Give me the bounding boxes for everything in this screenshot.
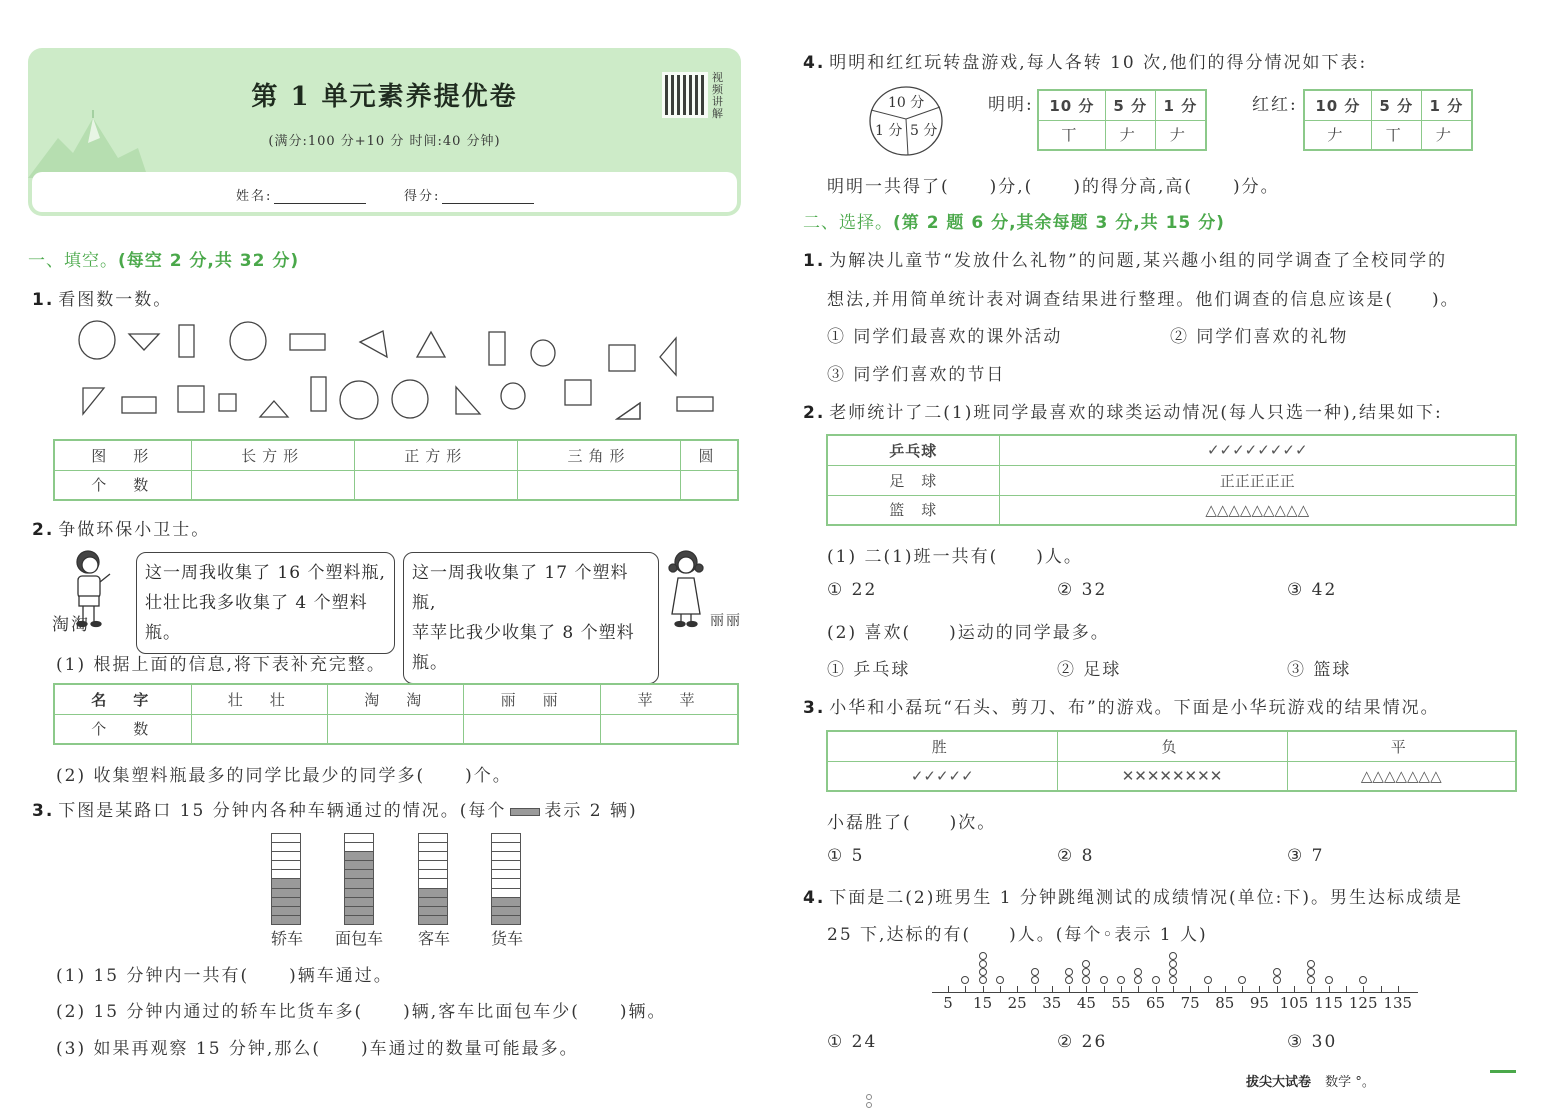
q2-col-pingping: 苹 苹 <box>600 684 738 714</box>
q2-row-header: 名 字 <box>54 684 191 714</box>
axis-tick <box>1104 986 1105 992</box>
axis-tick <box>1381 986 1382 992</box>
bar-unit-icon <box>510 808 540 816</box>
axis-tick <box>1294 986 1295 992</box>
q1-table <box>53 439 739 501</box>
axis-tick <box>1069 986 1070 992</box>
qr-code-icon[interactable] <box>662 72 708 118</box>
binding-dot <box>866 1102 872 1108</box>
axis-tick-label: 25 <box>1007 994 1027 1012</box>
data-dot <box>1082 976 1090 984</box>
c3-option-3[interactable]: ③ 7 <box>1287 846 1325 866</box>
section-2-title: 二、选择。(第 2 题 6 分,其余每题 3 分,共 15 分) <box>803 213 1225 233</box>
axis-tick-label: 85 <box>1215 994 1235 1012</box>
svg-text:1 分: 1 分 <box>875 123 903 139</box>
jump-rope-dot-plot <box>932 950 1418 1020</box>
spinner-figure <box>866 85 946 157</box>
q1-answer-cell[interactable] <box>191 470 354 500</box>
tally-marks: 正正正正正 <box>999 465 1516 495</box>
data-dot <box>979 976 987 984</box>
c4-option-3[interactable]: ③ 30 <box>1287 1032 1338 1052</box>
c2-sub2-option-1[interactable]: ① 乒乓球 <box>827 660 911 680</box>
axis-tick <box>1017 986 1018 992</box>
footer-brand: 拔尖大试卷 数学 °。 <box>1246 1075 1375 1090</box>
data-dot <box>1169 952 1177 960</box>
q2-answer-cell[interactable] <box>327 714 463 744</box>
axis-tick-label: 75 <box>1180 994 1200 1012</box>
q3-sub1: (1) 15 分钟内一共有( )辆车通过。 <box>56 966 393 986</box>
exam-title: 第 1 单元素养提优卷 <box>251 82 518 112</box>
q2-sub2: (2) 收集塑料瓶最多的同学比最少的同学多( )个。 <box>56 766 512 786</box>
q3-sub3: (3) 如果再观察 15 分钟,那么( )车通过的数量可能最多。 <box>56 1039 579 1059</box>
name-label: 姓名: <box>236 189 273 204</box>
c2-sub1: (1) 二(1)班一共有( )人。 <box>827 547 1083 567</box>
axis-tick <box>965 986 966 992</box>
data-dot <box>1238 976 1246 984</box>
data-dot <box>1204 976 1212 984</box>
axis-tick <box>1398 986 1399 992</box>
axis-tick-label: 5 <box>943 994 953 1012</box>
c3-prompt: 3. 小华和小磊玩“石头、剪刀、布”的游戏。下面是小华玩游戏的结果情况。 <box>803 698 1440 718</box>
axis-tick <box>1346 986 1347 992</box>
data-dot <box>1169 960 1177 968</box>
axis-tick-label: 95 <box>1249 994 1269 1012</box>
axis-tick-label: 45 <box>1076 994 1096 1012</box>
axis-tick-label: 35 <box>1042 994 1062 1012</box>
data-dot <box>1152 976 1160 984</box>
axis-tick <box>1121 986 1122 992</box>
c4-option-1[interactable]: ① 24 <box>827 1032 878 1052</box>
boy-name: 淘淘 <box>52 615 90 635</box>
q2-answer-cell[interactable] <box>464 714 600 744</box>
data-dot <box>1100 976 1108 984</box>
section-1-title: 一、填空。(每空 2 分,共 32 分) <box>28 251 300 271</box>
c2-sub2: (2) 喜欢( )运动的同学最多。 <box>827 623 1110 643</box>
axis-tick <box>1035 986 1036 992</box>
q1-row-header: 个 数 <box>54 470 191 500</box>
binding-dot <box>866 1094 872 1100</box>
axis-tick <box>1173 986 1174 992</box>
axis-tick-label: 55 <box>1111 994 1131 1012</box>
axis-tick <box>983 986 984 992</box>
axis-tick <box>1086 986 1087 992</box>
boy-speech-bubble: 这一周我收集了 16 个塑料瓶, 壮壮比我多收集了 4 个塑料瓶。 <box>136 552 395 654</box>
axis-tick <box>948 986 949 992</box>
axis-tick <box>1190 986 1191 992</box>
bar-car <box>271 833 301 925</box>
tally-marks: △△△△△△△ <box>1287 761 1516 791</box>
axis-tick <box>1000 986 1001 992</box>
data-dot <box>1082 960 1090 968</box>
vehicle-bar-chart <box>271 833 531 953</box>
exam-subtitle: (满分:100 分+10 分 时间:40 分钟) <box>268 134 501 149</box>
honghong-table: 10 分 5 分 1 分 𠂇 丅 𠂇 <box>1303 89 1473 151</box>
axis-tick <box>1259 986 1260 992</box>
q1-prompt: 1. 看图数一数。 <box>32 290 173 310</box>
data-dot <box>1307 976 1315 984</box>
axis-tick <box>1225 986 1226 992</box>
axis-tick-label: 135 <box>1383 994 1413 1012</box>
data-dot <box>1031 976 1039 984</box>
tally-cell: 𠂇 <box>1155 120 1206 150</box>
data-dot <box>1117 976 1125 984</box>
c1-option-1[interactable]: ① 同学们最喜欢的课外活动 <box>827 327 1063 347</box>
q1-answer-cell[interactable] <box>681 470 738 500</box>
data-dot <box>1325 976 1333 984</box>
tally-cell: 𠂇 <box>1421 120 1472 150</box>
axis-tick <box>1242 986 1243 992</box>
data-dot <box>996 976 1004 984</box>
data-dot <box>1065 976 1073 984</box>
data-dot <box>1273 968 1281 976</box>
c2-sub2-option-2[interactable]: ② 足球 <box>1057 660 1122 680</box>
axis-tick <box>1329 986 1330 992</box>
tally-cell: 𠂇 <box>1105 120 1155 150</box>
c2-sub1-option-1[interactable]: ① 22 <box>827 580 878 600</box>
bar-van <box>344 833 374 925</box>
axis-tick-label: 115 <box>1314 994 1343 1012</box>
c1-line2: 想法,并用简单统计表对调查结果进行整理。他们调查的信息应该是( )。 <box>827 290 1460 310</box>
q2-col-taotao: 淘 淘 <box>327 684 463 714</box>
q2-sub1: (1) 根据上面的信息,将下表补充完整。 <box>56 655 386 675</box>
name-field[interactable] <box>274 203 366 204</box>
q1-answer-cell[interactable] <box>517 470 680 500</box>
data-dot <box>979 952 987 960</box>
axis-tick <box>1311 986 1312 992</box>
axis-tick-label: 65 <box>1146 994 1166 1012</box>
axis-tick <box>1138 986 1139 992</box>
c1-option-3[interactable]: ③ 同学们喜欢的节日 <box>827 365 1006 385</box>
c3-option-2[interactable]: ② 8 <box>1057 846 1095 866</box>
q2-col-lili: 丽 丽 <box>464 684 600 714</box>
c4-option-2[interactable]: ② 26 <box>1057 1032 1108 1052</box>
honghong-label: 红红: <box>1252 95 1298 115</box>
svg-text:5 分: 5 分 <box>910 123 938 139</box>
axis-tick <box>1156 986 1157 992</box>
name-score-bar <box>32 172 737 212</box>
c2-sub1-option-2[interactable]: ② 32 <box>1057 580 1108 600</box>
tally-cell: 丅 <box>1371 120 1421 150</box>
q1-col-square: 正方形 <box>354 440 517 470</box>
data-dot <box>1169 976 1177 984</box>
axis-tick-label: 105 <box>1279 994 1309 1012</box>
tally-marks: ✓✓✓✓✓ <box>827 761 1057 791</box>
axis-tick <box>1277 986 1278 992</box>
girl-name: 丽丽 <box>710 613 742 629</box>
c1-option-2[interactable]: ② 同学们喜欢的礼物 <box>1170 327 1349 347</box>
c3-result-table: 胜 负 平 ✓✓✓✓✓ ✕✕✕✕✕✕✕✕ △△△△△△△ <box>826 730 1517 792</box>
tally-marks: ✕✕✕✕✕✕✕✕ <box>1057 761 1287 791</box>
c2-ball-table: 乒乓球 ✓✓✓✓✓✓✓✓ 足 球 正正正正正 篮 球 △△△△△△△△△ <box>826 434 1517 526</box>
girl-illustration <box>664 548 710 628</box>
data-dot <box>1273 976 1281 984</box>
tally-marks: △△△△△△△△△ <box>999 495 1516 525</box>
score-field[interactable] <box>442 203 534 204</box>
q1-col-circle: 圆 <box>681 440 738 470</box>
axis-tick-label: 125 <box>1348 994 1378 1012</box>
tally-cell: 丅 <box>1038 120 1105 150</box>
bar-label: 面包车 <box>335 929 384 948</box>
c2-sub1-option-3[interactable]: ③ 42 <box>1287 580 1338 600</box>
axis-tick <box>1208 986 1209 992</box>
bar-label: 货车 <box>491 929 524 948</box>
bar-bus <box>418 833 448 925</box>
tally-cell: 𠂇 <box>1304 120 1371 150</box>
c4-line2: 25 下,达标的有( )人。(每个◦表示 1 人) <box>827 925 1208 945</box>
q3-prompt: 3. 下图是某路口 15 分钟内各种车辆通过的情况。(每个 表示 2 辆) <box>32 801 638 821</box>
q2-table <box>53 683 739 745</box>
c3-question: 小磊胜了( )次。 <box>827 813 997 833</box>
q3-sub2: (2) 15 分钟内通过的轿车比货车多( )辆,客车比面包车少( )辆。 <box>56 1002 667 1022</box>
data-dot <box>979 960 987 968</box>
header-card <box>28 48 741 216</box>
q1-col-triangle: 三角形 <box>517 440 680 470</box>
q4-answer-line: 明明一共得了( )分,( )的得分高,高( )分。 <box>827 177 1280 197</box>
page-marker-bar <box>1490 1070 1516 1073</box>
data-dot <box>1031 968 1039 976</box>
data-dot <box>1307 960 1315 968</box>
mingming-label: 明明: <box>988 95 1034 115</box>
c2-sub2-option-3[interactable]: ③ 篮球 <box>1287 660 1352 680</box>
data-dot <box>1065 968 1073 976</box>
axis-tick <box>1363 986 1364 992</box>
girl-speech-bubble: 这一周我收集了 17 个塑料瓶, 苹苹比我少收集了 8 个塑料瓶。 <box>403 552 659 684</box>
data-dot <box>1307 968 1315 976</box>
q2-answer-cell[interactable] <box>191 714 327 744</box>
q1-row-header: 图 形 <box>54 440 191 470</box>
q2-prompt: 2. 争做环保小卫士。 <box>32 520 211 540</box>
q2-row-header: 个 数 <box>54 714 191 744</box>
mingming-table: 10 分 5 分 1 分 丅 𠂇 𠂇 <box>1037 89 1207 151</box>
bar-label: 轿车 <box>271 929 304 948</box>
c4-line1: 4. 下面是二(2)班男生 1 分钟跳绳测试的成绩情况(单位:下)。男生达标成绩是 <box>803 888 1463 908</box>
q1-shapes-figure <box>60 315 740 425</box>
q2-answer-cell[interactable] <box>600 714 738 744</box>
c3-option-1[interactable]: ① 5 <box>827 846 865 866</box>
score-label: 得分: <box>404 189 441 204</box>
bar-truck <box>491 833 521 925</box>
data-dot <box>1359 976 1367 984</box>
data-dot <box>1134 976 1142 984</box>
q1-answer-cell[interactable] <box>354 470 517 500</box>
q1-col-rectangle: 长方形 <box>191 440 354 470</box>
svg-text:10 分: 10 分 <box>888 95 925 111</box>
data-dot <box>979 968 987 976</box>
tally-marks: ✓✓✓✓✓✓✓✓ <box>999 435 1516 465</box>
axis-tick <box>1052 986 1053 992</box>
qr-label: 视频讲解 <box>712 71 723 120</box>
data-dot <box>1134 968 1142 976</box>
q2-col-zhuangzhuang: 壮 壮 <box>191 684 327 714</box>
data-dot <box>1082 968 1090 976</box>
data-dot <box>1169 968 1177 976</box>
q4-prompt: 4. 明明和红红玩转盘游戏,每人各转 10 次,他们的得分情况如下表: <box>803 53 1368 73</box>
bar-label: 客车 <box>418 929 451 948</box>
c2-prompt: 2. 老师统计了二(1)班同学最喜欢的球类运动情况(每人只选一种),结果如下: <box>803 403 1443 423</box>
axis-tick-label: 15 <box>973 994 993 1012</box>
data-dot <box>961 976 969 984</box>
c1-line1: 1. 为解决儿童节“发放什么礼物”的问题,某兴趣小组的同学调查了全校同学的 <box>803 251 1448 271</box>
